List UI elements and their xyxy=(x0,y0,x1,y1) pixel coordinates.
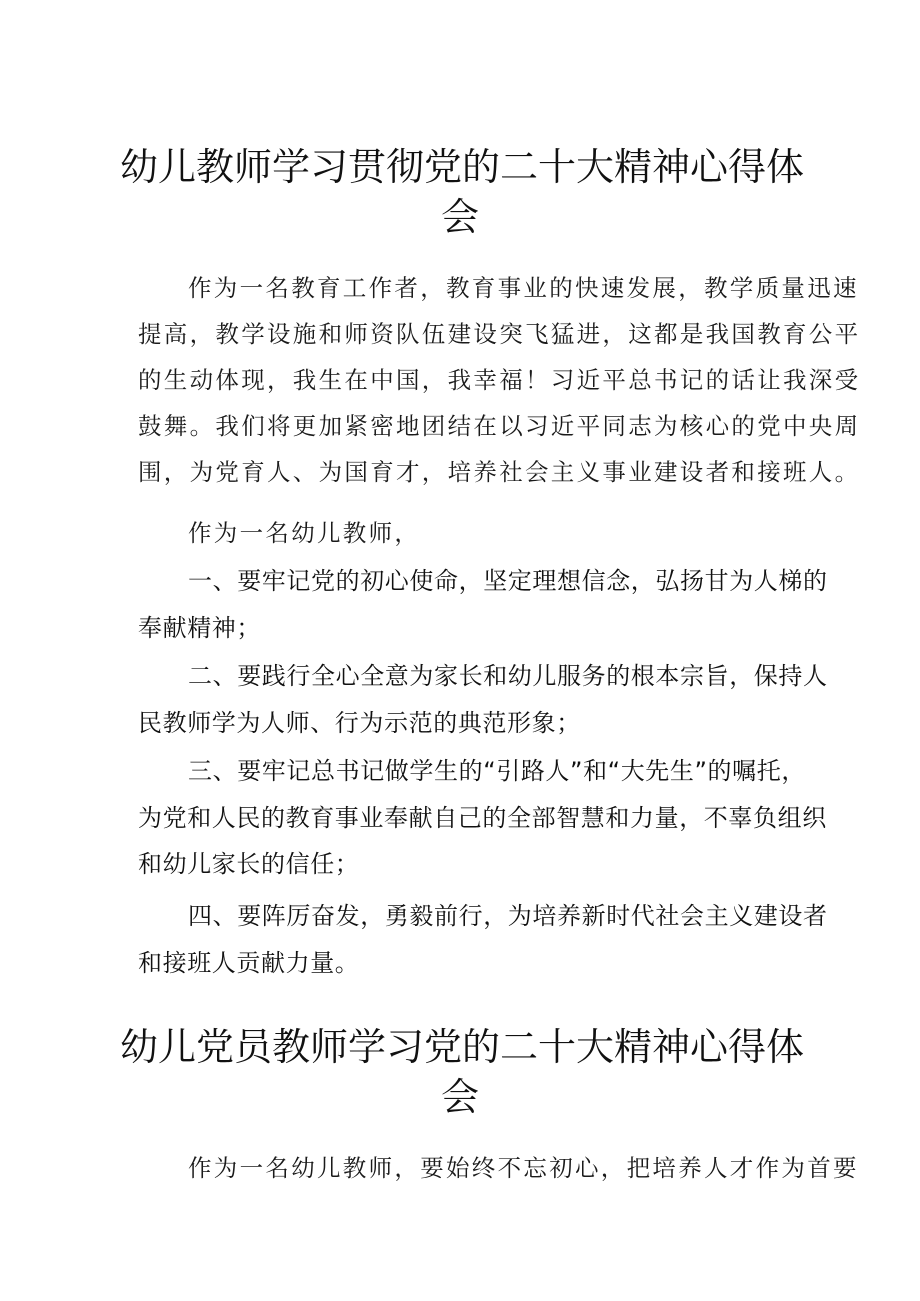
paragraph-line: 作为一名幼儿教师， xyxy=(188,519,421,547)
paragraph-line: 作为一名幼儿教师，要始终不忘初心，把培养人才作为首要 xyxy=(188,1154,859,1182)
paragraph-point-3 xyxy=(138,748,827,888)
paragraph-line: 四、要阵厉奋发，勇毅前行，为培养新时代社会主义建设者 xyxy=(188,902,828,930)
paragraph-line: 和幼儿家长的信任； xyxy=(138,850,360,878)
title-line: 幼儿教师学习贯彻党的二十大精神心得体 xyxy=(120,145,805,189)
paragraph-line: 三、要牢记总书记做学生的“引路人”和“大先生”的嘱托， xyxy=(188,757,806,785)
paragraph-line: 鼓舞。我们将更加紧密地团结在以习近平同志为核心的党中央周 xyxy=(138,412,861,440)
article-title xyxy=(120,1022,805,1122)
paragraph-line: 提高，教学设施和师资队伍建设突飞猛进，这都是我国教育公平 xyxy=(138,320,861,348)
paragraph-point-2 xyxy=(138,653,828,746)
title-line: 幼儿党员教师学习党的二十大精神心得体 xyxy=(120,1025,805,1069)
title-line: 会 xyxy=(440,195,479,239)
paragraph-line: 为党和人民的教育事业奉献自己的全部智慧和力量，不辜负组织 xyxy=(138,803,827,832)
paragraph-line: 二、要践行全心全意为家长和幼儿服务的根本宗旨，保持人 xyxy=(188,662,828,690)
paragraph-line: 作为一名教育工作者，教育事业的快速发展，教学质量迅速 xyxy=(188,274,859,302)
paragraph-line: 的生动体现，我生在中国，我幸福！习近平总书记的话让我深受 xyxy=(138,366,861,394)
paragraph-line: 奉献精神； xyxy=(138,613,261,642)
title-line: 会 xyxy=(440,1075,479,1119)
paragraph-role xyxy=(138,510,788,556)
paragraph-intro xyxy=(138,1145,859,1191)
paragraph-line: 和接班人贡献力量。 xyxy=(138,948,360,977)
paragraph-line: 围，为党育人、为国育才，培养社会主义事业建设者和接班人。 xyxy=(138,458,861,486)
article-title xyxy=(120,142,805,242)
paragraph-point-4 xyxy=(138,893,828,986)
paragraph-intro xyxy=(138,265,861,495)
paragraph-point-1 xyxy=(138,558,828,651)
paragraph-line: 一、要牢记党的初心使命，坚定理想信念，弘扬甘为人梯的 xyxy=(188,567,828,595)
paragraph-line: 民教师学为人师、行为示范的典范形象； xyxy=(138,708,581,737)
